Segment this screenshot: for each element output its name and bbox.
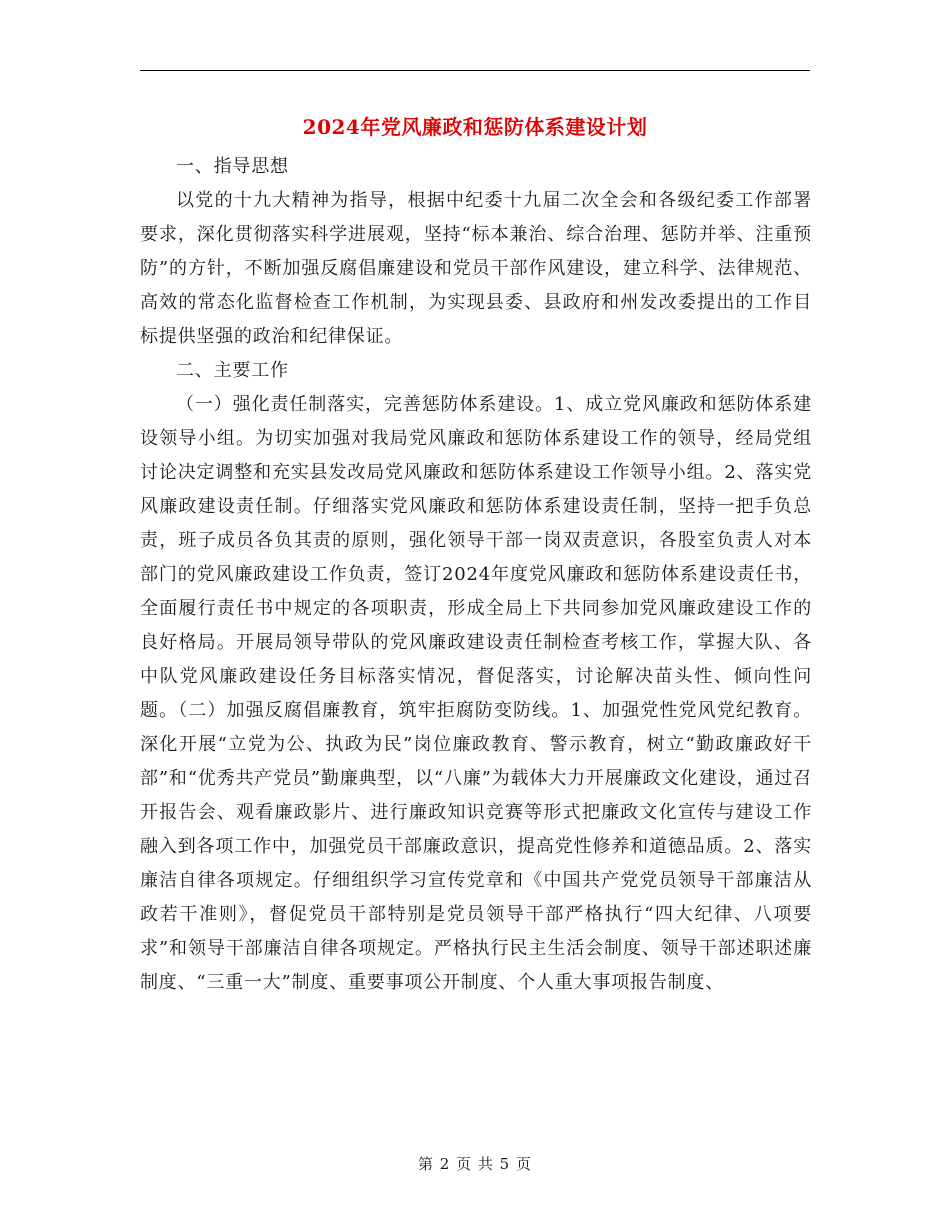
document-body (140, 150, 812, 1000)
document-title: 2024年党风廉政和惩防体系建设计划 (302, 115, 648, 139)
section-heading-main-work: 二、主要工作 (176, 360, 289, 381)
header-rule (140, 70, 810, 71)
page-number-footer: 第 2 页 共 5 页 (418, 1155, 532, 1173)
section-heading-guiding-ideology: 一、指导思想 (176, 156, 289, 177)
section-paragraph-main-work: （一）强化责任制落实，完善惩防体系建设。1、成立党风廉政和惩防体系建设领导小组。为切实加强对我局党风廉政和惩防体系建设工作的领导，经局党组讨论决定调整和充实县发改局党风廉政和惩防体系建设工作领导小组。2、落实党风廉政建设责任制。仔细落实党风廉政和惩防体系建设责任制，坚持一把手负总责，班子成员各负其责的原则，强化领导干部一岗双责意识，各股室负责人对本部门的党风廉政建设工作负责，签订2024年度党风廉政和惩防体系建设责任书，全面履行责任书中规定的各项职责，形成全局上下共同参加党风廉政建设工作的良好格局。开展局领导带队的党风廉政建设责任制检查考核工作，掌握大队、各中队党风廉政建设任务目标落实情况，督促落实，讨论解决苗头性、倾向性问题。（二）加强反腐倡廉教育，筑牢拒腐防变防线。1、加强党性党风党纪教育。深化开展“立党为公、执政为民”岗位廉政教育、警示教育，树立“勤政廉政好干部”和“优秀共产党员”勤廉典型，以“八廉”为载体大力开展廉政文化建设，通过召开报告会、观看廉政影片、进行廉政知识竞赛等形式把廉政文化宣传与建设工作融入到各项工作中，加强党员干部廉政意识，提高党性修养和道德品质。2、落实廉洁自律各项规定。仔细组织学习宣传党章和《中国共产党党员领导干部廉洁从政若干准则》，督促党员干部特别是党员领导干部严格执行“四大纪律、八项要求”和领导干部廉洁自律各项规定。严格执行民主生活会制度、领导干部述职述廉制度、“三重一大”制度、重要事项公开制度、个人重大事项报告制度、 (140, 394, 812, 993)
section-paragraph-guiding-ideology: 以党的十九大精神为指导，根据中纪委十九届二次全会和各级纪委工作部署要求，深化贯彻落实科学进展观，坚持“标本兼治、综合治理、惩防并举、注重预防”的方针，不断加强反腐倡廉建设和党员干部作风建设，建立科学、法律规范、高效的常态化监督检查工作机制，为实现县委、县政府和州发改委提出的工作目标提供坚强的政治和纪律保证。 (140, 190, 812, 347)
